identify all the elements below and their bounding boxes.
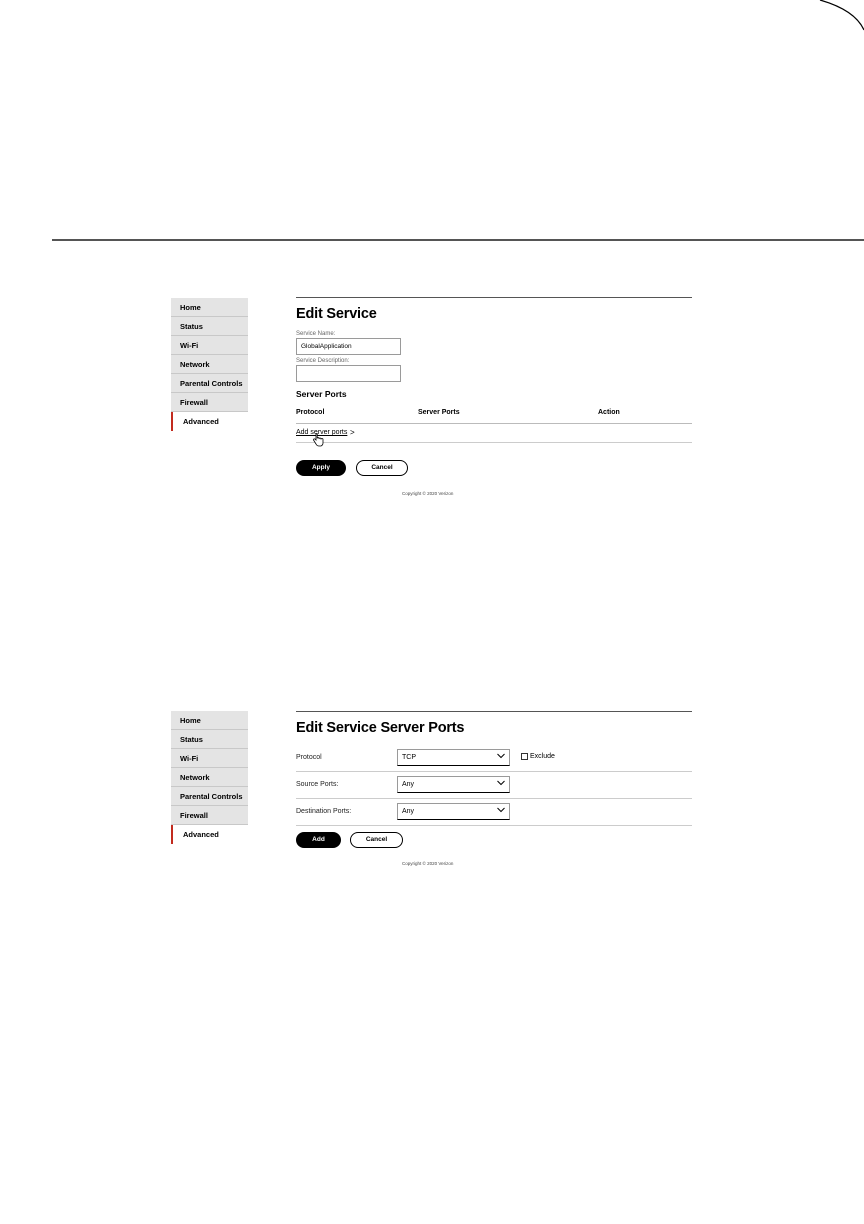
column-server-ports: Server Ports <box>418 409 460 416</box>
service-description-label: Service Description: <box>296 358 350 364</box>
hand-cursor-icon <box>312 433 324 447</box>
chevron-right-icon: > <box>350 428 355 437</box>
sidebar-item-advanced[interactable]: Advanced <box>171 412 248 431</box>
sidebar-item-network[interactable]: Network <box>171 768 248 787</box>
header-rule <box>296 297 692 298</box>
sidebar-item-parental-controls[interactable]: Parental Controls <box>171 787 248 806</box>
service-name-input[interactable]: GlobalApplication <box>296 338 401 355</box>
source-ports-select[interactable] <box>397 776 510 793</box>
destination-ports-row <box>296 799 692 826</box>
sidebar-item-network[interactable]: Network <box>171 355 248 374</box>
sidebar-item-wifi[interactable]: Wi-Fi <box>171 749 248 768</box>
column-protocol: Protocol <box>296 409 325 416</box>
sidebar-item-status[interactable]: Status <box>171 317 248 336</box>
add-server-ports-row <box>296 424 692 443</box>
sidebar-item-wifi[interactable]: Wi-Fi <box>171 336 248 355</box>
exclude-label: Exclude <box>530 753 555 760</box>
destination-ports-label: Destination Ports: <box>296 808 352 815</box>
add-button[interactable]: Add <box>296 832 341 848</box>
column-action: Action <box>598 409 620 416</box>
source-ports-value: Any <box>402 781 415 788</box>
source-ports-row <box>296 772 692 799</box>
exclude-checkbox[interactable] <box>521 753 528 760</box>
page-title: Edit Service <box>296 306 377 322</box>
server-ports-table-header <box>296 403 692 424</box>
page-divider <box>52 239 864 241</box>
sidebar-item-home[interactable]: Home <box>171 298 248 317</box>
copyright-text: Copyright © 2020 Verizon <box>402 491 454 496</box>
cancel-button[interactable]: Cancel <box>356 460 408 476</box>
sidebar-item-firewall[interactable]: Firewall <box>171 393 248 412</box>
sidebar-nav <box>171 711 248 844</box>
page-corner-curve <box>0 0 864 40</box>
apply-button[interactable]: Apply <box>296 460 346 476</box>
protocol-select[interactable] <box>397 749 510 766</box>
service-description-input[interactable] <box>296 365 401 382</box>
sidebar-nav <box>171 298 248 431</box>
edit-service-panel <box>296 297 692 443</box>
protocol-label: Protocol <box>296 754 322 761</box>
chevron-down-icon <box>497 807 505 813</box>
source-ports-label: Source Ports: <box>296 781 339 788</box>
destination-ports-value: Any <box>402 808 415 815</box>
protocol-row <box>296 745 692 772</box>
add-server-ports-link[interactable]: Add server ports <box>296 429 348 436</box>
chevron-down-icon <box>497 780 505 786</box>
destination-ports-select[interactable] <box>397 803 510 820</box>
header-rule <box>296 711 692 712</box>
sidebar-item-parental-controls[interactable]: Parental Controls <box>171 374 248 393</box>
service-name-label: Service Name: <box>296 331 336 337</box>
sidebar-item-status[interactable]: Status <box>171 730 248 749</box>
sidebar-item-firewall[interactable]: Firewall <box>171 806 248 825</box>
sidebar-item-advanced[interactable]: Advanced <box>171 825 248 844</box>
chevron-down-icon <box>497 753 505 759</box>
copyright-text: Copyright © 2020 Verizon <box>402 861 454 866</box>
protocol-value: TCP <box>402 754 416 761</box>
cancel-button[interactable]: Cancel <box>350 832 403 848</box>
server-ports-heading: Server Ports <box>296 389 347 399</box>
edit-server-ports-panel <box>296 711 692 826</box>
page-title: Edit Service Server Ports <box>296 720 465 736</box>
sidebar-item-home[interactable]: Home <box>171 711 248 730</box>
